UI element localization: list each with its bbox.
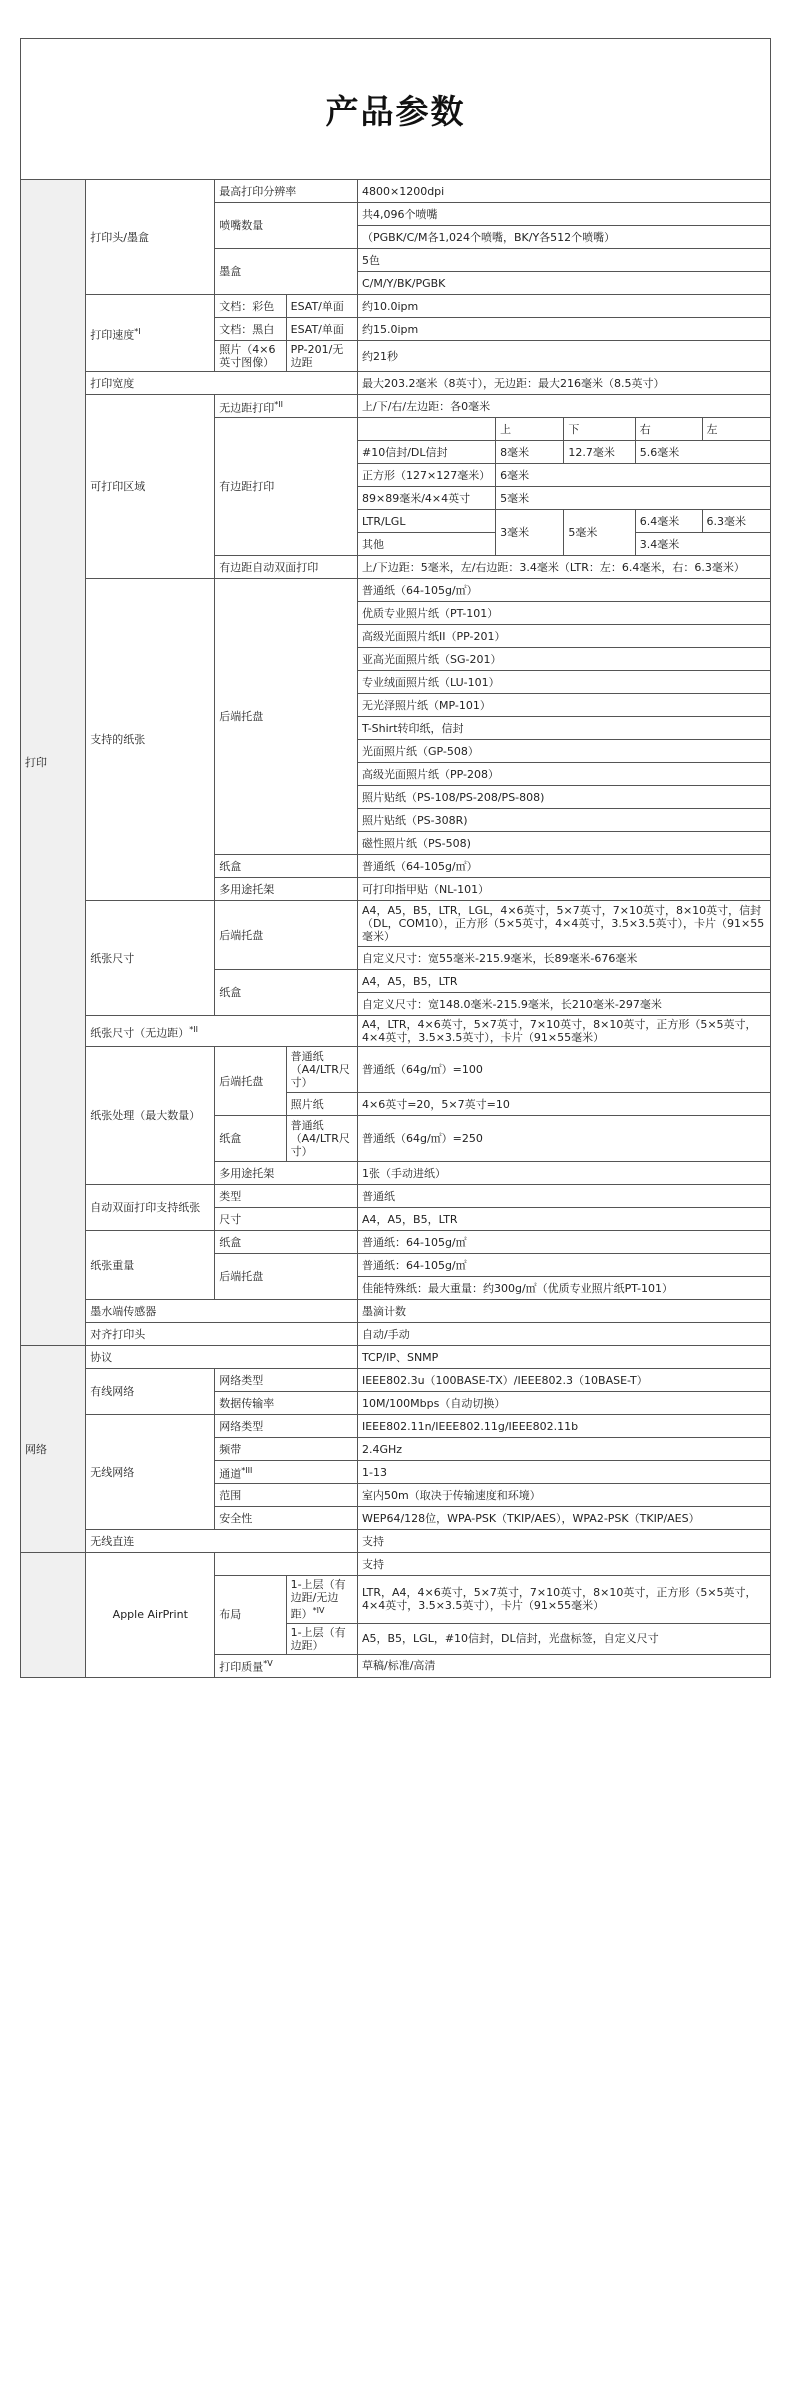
size-rear: 后端托盘 (215, 901, 358, 970)
value-wifi-type: IEEE802.11n/IEEE802.11g/IEEE802.11b (357, 1415, 770, 1438)
margin-other-label: 其他 (357, 533, 495, 556)
speed-photo: 照片（4×6英寸图像） (215, 341, 286, 372)
value-weight-rear-2: 佳能特殊纸：最大重量：约300g/㎡（优质专业照片纸PT-101） (357, 1277, 770, 1300)
value-align: 自动/手动 (357, 1323, 770, 1346)
handle-rear: 后端托盘 (215, 1047, 286, 1116)
row-label-airprint: Apple AirPrint (86, 1553, 215, 1678)
value-handle-multi: 1张（手动进纸） (357, 1162, 770, 1185)
handle-cas-plain: 普通纸（A4/LTR尺寸） (286, 1116, 357, 1162)
margin-header-blank (357, 418, 495, 441)
value-direct: 支持 (357, 1530, 770, 1553)
margin-square-label: 正方形（127×127毫米） (357, 464, 495, 487)
label-protocol: 协议 (86, 1346, 358, 1369)
wifi-type: 网络类型 (215, 1415, 358, 1438)
margin-header-top: 上 (496, 418, 564, 441)
value-handle-plain: 普通纸（64g/㎡）=100 (357, 1047, 770, 1093)
value-resolution: 4800×1200dpi (357, 180, 770, 203)
media-item: 优质专业照片纸（PT-101） (357, 602, 770, 625)
value-wifi-security: WEP64/128位，WPA-PSK（TKIP/AES），WPA2-PSK（TKIP/AES） (357, 1507, 770, 1530)
handle-photo: 照片纸 (286, 1093, 357, 1116)
section-print: 打印 (21, 180, 86, 1346)
row-label-area: 可打印区域 (86, 395, 215, 579)
value-weight-rear-1: 普通纸：64-105g/㎡ (357, 1254, 770, 1277)
duplex-size: 尺寸 (215, 1208, 358, 1231)
section-network: 网络 (21, 1346, 86, 1553)
row-label-size: 纸张尺寸 (86, 901, 215, 1016)
speed-doc-bw: 文档：黑白 (215, 318, 286, 341)
airprint-blank (215, 1553, 358, 1576)
value-width: 最大203.2毫米（8英寸），无边距：最大216毫米（8.5英寸） (357, 372, 770, 395)
margin-header-left: 左 (702, 418, 770, 441)
handle-cassette: 纸盒 (215, 1116, 286, 1162)
value-wifi-range: 室内50m（取决于传输速度和环境） (357, 1484, 770, 1507)
value-speed-color: 约10.0ipm (357, 295, 770, 318)
value-handle-cas: 普通纸（64g/㎡）=250 (357, 1116, 770, 1162)
value-speed-bw: 约15.0ipm (357, 318, 770, 341)
value-wired-type: IEEE802.3u（100BASE-TX）/IEEE802.3（10BASE-T） (357, 1369, 770, 1392)
row-label-handling: 纸张处理（最大数量） (86, 1047, 215, 1185)
wifi-channel: 通道$^{*III}$ (215, 1461, 358, 1484)
airprint-layout: 布局 (215, 1576, 286, 1655)
media-item: 亚高光面照片纸（SG-201） (357, 648, 770, 671)
wifi-freq: 频带 (215, 1438, 358, 1461)
size-cas-2: 自定义尺寸：宽148.0毫米-215.9毫米，长210毫米-297毫米 (357, 993, 770, 1016)
media-item: 光面照片纸（GP-508） (357, 740, 770, 763)
row-label-speed: 打印速度$^{*I}$ (86, 295, 215, 372)
value-duplex-type: 普通纸 (357, 1185, 770, 1208)
label-align: 对齐打印头 (86, 1323, 358, 1346)
media-item: 普通纸（64-105g/㎡） (357, 855, 770, 878)
airprint-quality: 打印质量$^{*V}$ (215, 1654, 358, 1677)
value-duplex-margin: 上/下边距：5毫米，左/右边距：3.4毫米（LTR：左：6.4毫米，右：6.3毫米） (357, 556, 770, 579)
value-ink-1: 5色 (357, 249, 770, 272)
media-item: T-Shirt转印纸，信封 (357, 717, 770, 740)
media-item: 普通纸（64-105g/㎡） (357, 579, 770, 602)
speed-doc-color: 文档：彩色 (215, 295, 286, 318)
row-label-wired: 有线网络 (86, 1369, 215, 1415)
value-ink-sensor: 墨滴计数 (357, 1300, 770, 1323)
margin-env-side: 5.6毫米 (635, 441, 770, 464)
margin-env-top: 8毫米 (496, 441, 564, 464)
margin-header-right: 右 (635, 418, 702, 441)
margin-ltr-right: 6.4毫米 (635, 510, 702, 533)
margin-square-value: 6毫米 (496, 464, 771, 487)
label-nozzle: 喷嘴数量 (215, 203, 358, 249)
margin-89-value: 5毫米 (496, 487, 771, 510)
speed-doc-bw-std: ESAT/单面 (286, 318, 357, 341)
wifi-range: 范围 (215, 1484, 358, 1507)
margin-env-bottom: 12.7毫米 (564, 441, 635, 464)
media-item: 可打印指甲贴（NL-101） (357, 878, 770, 901)
size-rear-1: A4，A5，B5，LTR，LGL，4×6英寸，5×7英寸，7×10英寸，8×10英寸，信封（DL，COM10），正方形（5×5英寸，4×4英寸，3.5×3.5英寸），卡片（91×55毫米） (357, 901, 770, 947)
value-airprint-support: 支持 (357, 1553, 770, 1576)
media-item: 专业绒面照片纸（LU-101） (357, 671, 770, 694)
title-box (20, 38, 771, 179)
media-item: 高级光面照片纸（PP-208） (357, 763, 770, 786)
row-label-auto-duplex: 自动双面打印支持纸张 (86, 1185, 215, 1231)
margin-lo-bottom: 5毫米 (564, 510, 635, 556)
page-title: 产品参数 (325, 91, 466, 131)
value-wired-rate: 10M/100Mbps（自动切换） (357, 1392, 770, 1415)
airprint-layout-2: 1-上层（有边距） (286, 1623, 357, 1654)
margin-env-label: #10信封/DL信封 (357, 441, 495, 464)
label-ink-sensor: 墨水端传感器 (86, 1300, 358, 1323)
duplex-type: 类型 (215, 1185, 358, 1208)
speed-doc-color-std: ESAT/单面 (286, 295, 357, 318)
value-airprint-layout-1: LTR，A4，4×6英寸，5×7英寸，7×10英寸，8×10英寸，正方形（5×5英寸，4×4英寸，3.5×3.5英寸），卡片（91×55毫米） (357, 1576, 770, 1624)
label-direct: 无线直连 (86, 1530, 358, 1553)
margin-ltr-left: 6.3毫米 (702, 510, 770, 533)
weight-cassette: 纸盒 (215, 1231, 358, 1254)
value-airprint-layout-2: A5，B5，LGL，#10信封，DL信封，光盘标签，自定义尺寸 (357, 1623, 770, 1654)
row-label-weight: 纸张重量 (86, 1231, 215, 1300)
label-size-borderless: 纸张尺寸（无边距）$^{*II}$ (86, 1016, 358, 1047)
margin-ltr-label: LTR/LGL (357, 510, 495, 533)
label-bordered: 有边距打印 (215, 418, 358, 556)
media-cassette: 纸盒 (215, 855, 358, 878)
value-duplex-size: A4，A5，B5，LTR (357, 1208, 770, 1231)
value-speed-photo: 约21秒 (357, 341, 770, 372)
size-rear-2: 自定义尺寸：宽55毫米-215.9毫米，长89毫米-676毫米 (357, 947, 770, 970)
value-airprint-quality: 草稿/标准/高清 (357, 1654, 770, 1677)
row-label-wireless: 无线网络 (86, 1415, 215, 1530)
margin-lo-top: 3毫米 (496, 510, 564, 556)
value-wifi-channel: 1-13 (357, 1461, 770, 1484)
spec-table (20, 179, 771, 1678)
value-size-borderless: A4，LTR，4×6英寸，5×7英寸，7×10英寸，8×10英寸，正方形（5×5英寸，4×4英寸，3.5×3.5英寸），卡片（91×55毫米） (357, 1016, 770, 1047)
media-item: 磁性照片纸（PS-508) (357, 832, 770, 855)
handle-plain: 普通纸（A4/LTR尺寸） (286, 1047, 357, 1093)
size-cas-1: A4，A5，B5，LTR (357, 970, 770, 993)
wired-type: 网络类型 (215, 1369, 358, 1392)
value-weight-cas: 普通纸：64-105g/㎡ (357, 1231, 770, 1254)
row-label-media: 支持的纸张 (86, 579, 215, 901)
airprint-layout-1: 1-上层（有边距/无边距）$^{*IV}$ (286, 1576, 357, 1624)
value-nozzle-1: 共4,096个喷嘴 (357, 203, 770, 226)
row-label-head: 打印头/墨盒 (86, 180, 215, 295)
media-item: 照片贴纸（PS-108/PS-208/PS-808) (357, 786, 770, 809)
value-wifi-freq: 2.4GHz (357, 1438, 770, 1461)
handle-multi: 多用途托架 (215, 1162, 358, 1185)
label-duplex-margin: 有边距自动双面打印 (215, 556, 358, 579)
size-cassette: 纸盒 (215, 970, 358, 1016)
wired-rate: 数据传输率 (215, 1392, 358, 1415)
value-protocol: TCP/IP、SNMP (357, 1346, 770, 1369)
value-ink-2: C/M/Y/BK/PGBK (357, 272, 770, 295)
media-item: 照片贴纸（PS-308R) (357, 809, 770, 832)
value-borderless: 上/下/右/左边距：各0毫米 (357, 395, 770, 418)
label-width: 打印宽度 (86, 372, 358, 395)
value-nozzle-2: （PGBK/C/M各1,024个喷嘴，BK/Y各512个喷嘴） (357, 226, 770, 249)
label-ink: 墨盒 (215, 249, 358, 295)
section-airprint-cat (21, 1553, 86, 1678)
label-resolution: 最高打印分辨率 (215, 180, 358, 203)
media-multi: 多用途托架 (215, 878, 358, 901)
margin-89-label: 89×89毫米/4×4英寸 (357, 487, 495, 510)
speed-photo-std: PP-201/无边距 (286, 341, 357, 372)
value-handle-photo: 4×6英寸=20，5×7英寸=10 (357, 1093, 770, 1116)
label-borderless: 无边距打印$^{*II}$ (215, 395, 358, 418)
wifi-security: 安全性 (215, 1507, 358, 1530)
margin-other-side: 3.4毫米 (635, 533, 770, 556)
media-item: 无光泽照片纸（MP-101） (357, 694, 770, 717)
weight-rear: 后端托盘 (215, 1254, 358, 1300)
media-rear-tray: 后端托盘 (215, 579, 358, 855)
margin-header-bottom: 下 (564, 418, 635, 441)
media-item: 高级光面照片纸II（PP-201） (357, 625, 770, 648)
